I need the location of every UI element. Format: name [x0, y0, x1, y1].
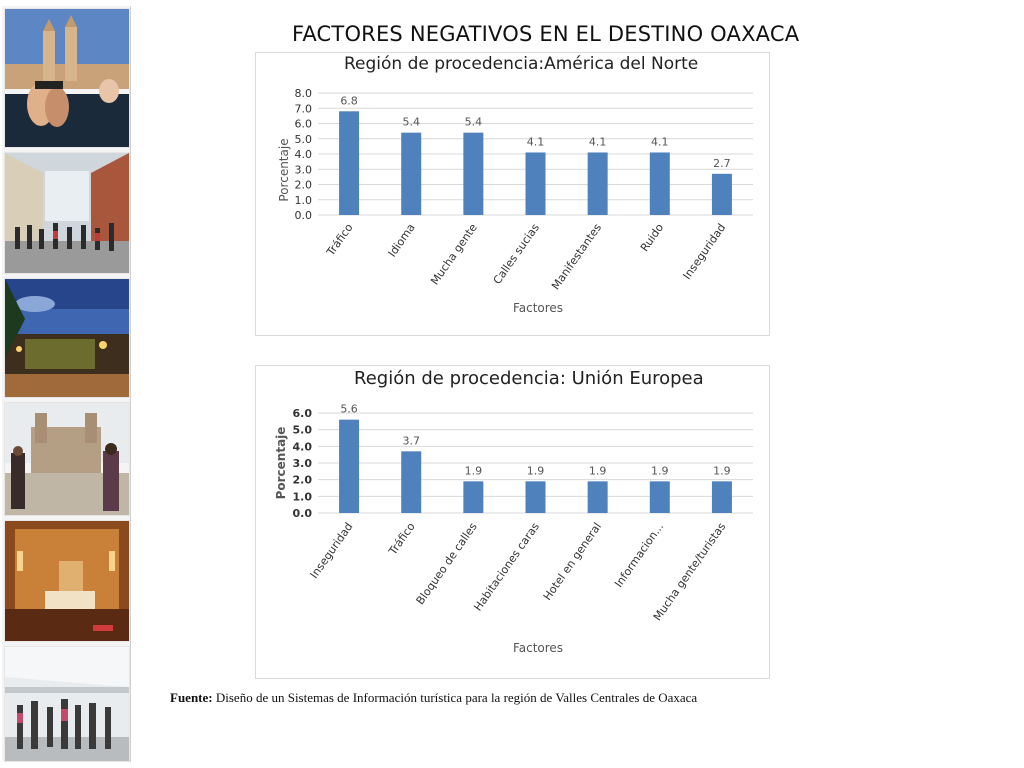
bar — [650, 481, 670, 513]
data-label: 1.9 — [464, 464, 483, 478]
bar — [339, 420, 359, 513]
y-tick-label: 3.0 — [292, 457, 312, 470]
x-category-label: Idioma — [385, 221, 418, 260]
bar — [401, 133, 421, 215]
y-tick-label: 4.0 — [294, 148, 312, 161]
data-label: 5.6 — [340, 402, 358, 416]
x-category-label: Tráfico — [386, 520, 418, 558]
x-category-label: Mucha gente/turistas — [650, 520, 729, 624]
x-category-label: Calles sucias — [490, 221, 542, 287]
y-tick-label: 6.0 — [294, 117, 312, 131]
y-tick-label: 2.0 — [292, 473, 312, 487]
y-tick-label: 1.0 — [294, 193, 312, 207]
chart-panel-north-america — [255, 52, 770, 336]
data-label: 1.9 — [651, 464, 669, 478]
bar — [401, 451, 421, 513]
page-title: FACTORES NEGATIVOS EN EL DESTINO OAXACA — [292, 22, 800, 46]
data-label: 4.1 — [526, 135, 545, 149]
data-label: 3.7 — [402, 434, 420, 448]
photo-church-tourists — [4, 402, 130, 516]
y-tick-label: 0.0 — [294, 209, 312, 222]
x-axis-title: Factores — [512, 641, 564, 655]
photo-terrace-night — [4, 278, 130, 398]
bar — [526, 481, 546, 513]
x-category-label: Inseguridad — [680, 221, 729, 282]
photo-hotel-room — [4, 520, 130, 642]
photo-airport — [4, 646, 130, 762]
x-category-label: Inseguridad — [307, 520, 356, 581]
y-tick-label: 5.0 — [292, 423, 312, 437]
chart-panel-european-union — [255, 365, 770, 679]
y-tick-label: 5.0 — [294, 132, 312, 146]
y-axis-title: Porcentaje — [274, 426, 288, 500]
bar — [339, 111, 359, 215]
photo-pool-cathedral — [4, 8, 130, 148]
y-tick-label: 6.0 — [292, 407, 312, 420]
y-tick-label: 2.0 — [294, 178, 312, 192]
data-label: 1.9 — [526, 464, 545, 478]
bar-chart-european-union — [256, 366, 769, 678]
source-label: Fuente: — [170, 690, 213, 705]
y-tick-label: 0.0 — [292, 507, 312, 520]
y-tick-label: 1.0 — [292, 490, 312, 504]
x-category-label: Manifestantes — [549, 221, 605, 293]
chart-title: Región de procedencia:América del Norte — [344, 54, 699, 74]
bar — [588, 481, 608, 513]
chart-title: Región de procedencia: Unión Europea — [354, 368, 704, 389]
x-category-label: Mucha gente — [428, 221, 480, 288]
source-note — [170, 690, 697, 706]
bar — [463, 133, 483, 215]
y-tick-label: 8.0 — [294, 87, 312, 100]
bar-chart-north-america — [256, 53, 769, 335]
data-label: 1.9 — [713, 464, 731, 478]
x-category-label: Habitaciones caras — [471, 520, 542, 614]
x-category-label: Informacion... — [612, 520, 667, 590]
bar — [463, 481, 483, 513]
data-label: 5.4 — [464, 115, 483, 129]
data-label: 4.1 — [588, 135, 607, 149]
x-category-label: Hotel en general — [540, 520, 605, 603]
data-label: 5.4 — [402, 115, 420, 129]
data-label: 4.1 — [651, 135, 669, 149]
source-text: Diseño de un Sistemas de Información turística para la región de Valles Centrales de Oaxaca — [215, 690, 698, 705]
x-category-label: Bloqueo de calles — [413, 520, 480, 608]
data-label: 2.7 — [713, 156, 731, 170]
y-tick-label: 3.0 — [294, 163, 312, 177]
x-category-label: Tráfico — [324, 221, 356, 259]
y-tick-label: 4.0 — [292, 440, 312, 454]
bar — [650, 152, 670, 215]
photo-strip — [2, 6, 131, 762]
bar — [526, 152, 546, 215]
data-label: 1.9 — [588, 464, 607, 478]
bar — [588, 152, 608, 215]
bar — [712, 174, 732, 215]
x-category-label: Ruido — [637, 221, 667, 255]
y-axis-title: Porcentaje — [277, 138, 291, 202]
data-label: 6.8 — [340, 94, 358, 108]
x-axis-title: Factores — [512, 301, 564, 315]
photo-street-crowd — [4, 152, 130, 274]
bar — [712, 481, 732, 513]
y-tick-label: 7.0 — [294, 102, 312, 116]
